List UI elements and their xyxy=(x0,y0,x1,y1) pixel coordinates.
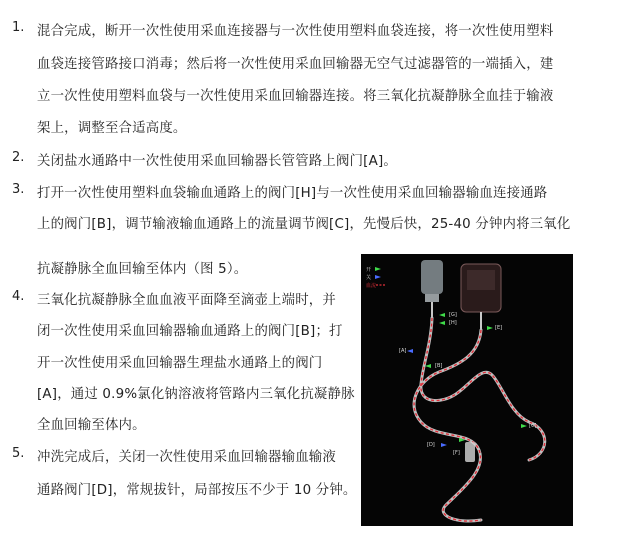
valve-label-b: [B] xyxy=(435,363,443,369)
closed-marker-icon xyxy=(375,275,381,279)
blood-tube xyxy=(414,330,481,521)
drip-chamber xyxy=(465,442,475,462)
step-4-line: 闭一次性使用采血回输器输血通路上的阀门[B]；打 xyxy=(37,324,343,339)
step-4-line: 开一次性使用采血回输器生理盐水通路上的阀门 xyxy=(37,356,323,371)
step-number-2: 2. xyxy=(12,150,25,165)
valve-a-marker-icon xyxy=(407,349,413,353)
transfusion-set-figure xyxy=(361,254,573,526)
valve-b-marker-icon xyxy=(425,364,431,368)
valve-e-marker-icon xyxy=(487,326,493,330)
legend-closed-label: 关 xyxy=(366,275,372,281)
step-number-3: 3. xyxy=(12,182,25,197)
step-5-line: 冲洗完成后，关闭一次性使用采血回输器输血输液 xyxy=(37,450,336,465)
valve-h-marker-icon xyxy=(439,321,445,325)
flow-path-saline xyxy=(421,318,545,460)
blood-bag xyxy=(461,264,501,330)
step-1-line: 立一次性使用塑料血袋与一次性使用采血回输器连接。将三氧化抗凝静脉全血挂于输液 xyxy=(37,89,554,104)
figure-legend xyxy=(366,266,385,289)
step-number-4: 4. xyxy=(12,289,25,304)
step-5-line: 通路阀门[D]，常规拔针，局部按压不少于 10 分钟。 xyxy=(37,483,357,498)
saline-bottle xyxy=(421,260,443,318)
step-4-line: [A]，通过 0.9%氯化钠溶液将管路内三氧化抗凝静脉 xyxy=(37,387,355,402)
step-3-line: 上的阀门[B]，调节输液输血通路上的流量调节阀[C]，先慢后快，25-40 分钟内将三氧化 xyxy=(37,217,571,232)
valve-d-marker-icon xyxy=(441,443,447,447)
step-1-line: 血袋连接管路接口消毒；然后将一次性使用采血回输器无空气过滤器管的一端插入，建 xyxy=(37,57,554,72)
legend-open-label: 开 xyxy=(366,267,372,273)
step-number-5: 5. xyxy=(12,446,25,461)
valve-label-c: [C] xyxy=(529,423,537,429)
valve-c-marker-icon xyxy=(521,424,527,428)
legend-flow-label: 血流 xyxy=(366,283,377,289)
valve-label-e: [E] xyxy=(495,325,503,331)
valve-label-g: [G] xyxy=(449,312,457,318)
valve-label-d: [D] xyxy=(427,442,435,448)
open-marker-icon xyxy=(375,267,381,271)
step-4-line: 全血回输至体内。 xyxy=(37,418,146,433)
step-3-line: 打开一次性使用塑料血袋输血通路上的阀门[H]与一次性使用采血回输器输血连接通路 xyxy=(37,186,548,201)
valve-g-marker-icon xyxy=(439,313,445,317)
saline-tube xyxy=(421,318,545,460)
step-number-1: 1. xyxy=(12,20,25,35)
step-1-line: 架上，调整至合适高度。 xyxy=(37,121,187,136)
step-2-line: 关闭盐水通路中一次性使用采血回输器长管管路上阀门[A]。 xyxy=(37,154,397,169)
valve-label-f: [F] xyxy=(453,450,460,456)
valve-label-a: [A] xyxy=(399,348,407,354)
step-1-line: 混合完成，断开一次性使用采血连接器与一次性使用塑料血袋连接，将一次性使用塑料 xyxy=(37,24,554,39)
step-3-line: 抗凝静脉全血回输至体内（图 5）。 xyxy=(37,262,248,277)
step-4-line: 三氧化抗凝静脉全血血液平面降至滴壶上端时，并 xyxy=(37,293,336,308)
valve-label-h: [H] xyxy=(449,320,457,326)
